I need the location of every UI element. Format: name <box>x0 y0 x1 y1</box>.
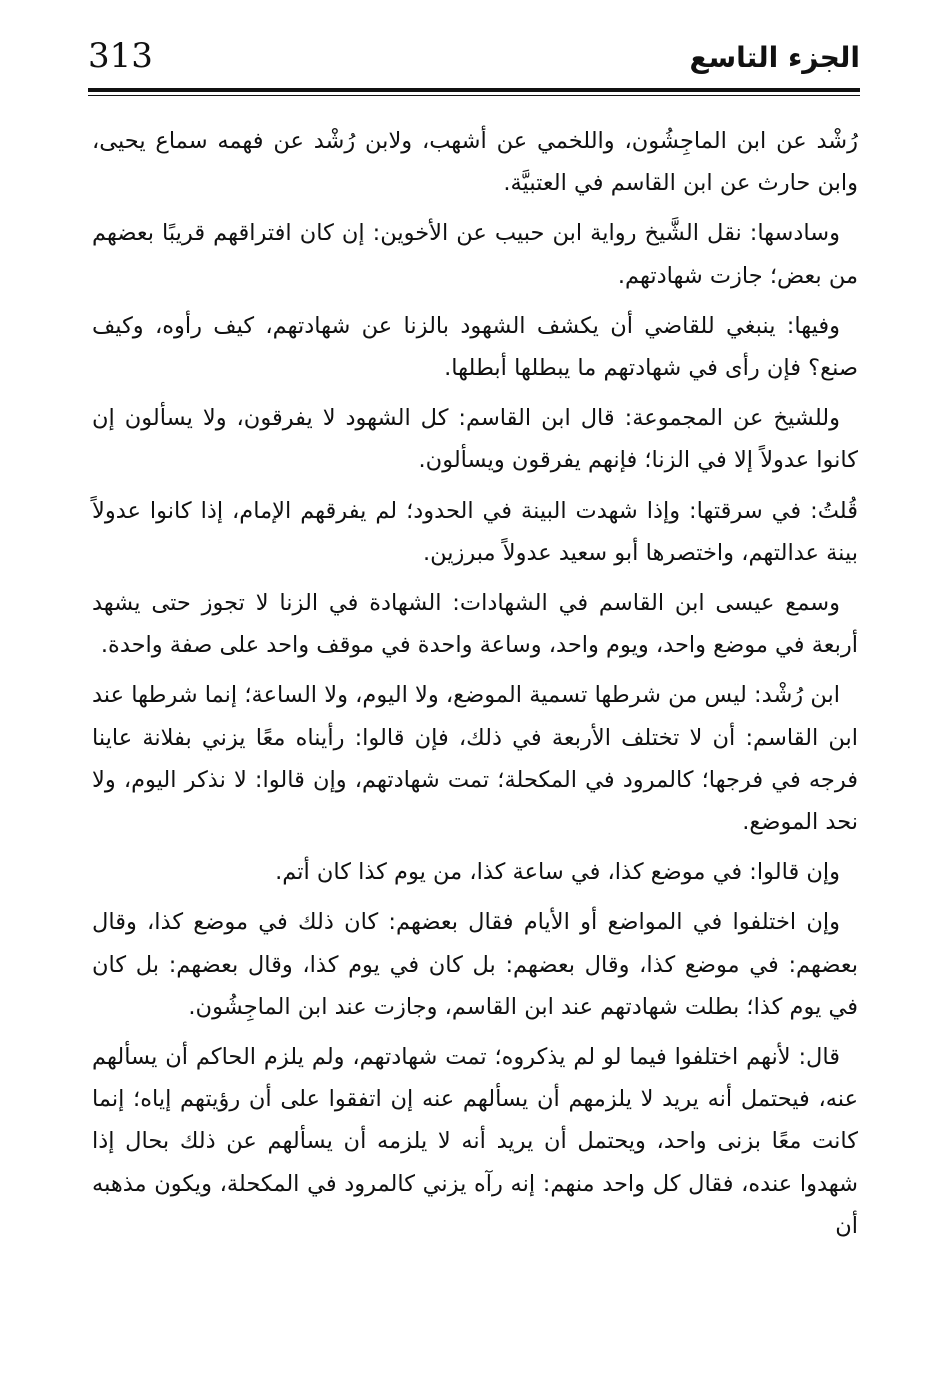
page-header <box>88 34 860 90</box>
paragraph-8: وإن قالوا: في موضع كذا، في ساعة كذا، من يوم كذا كان أتم. <box>275 859 840 886</box>
paragraph-2: وسادسها: نقل الشَّيخ رواية ابن حبيب عن الأخوين: إن كان افتراقهم قريبًا بعضهم من بعض؛ جازت شهادتهم. <box>92 220 858 289</box>
page-number: 313 <box>88 36 153 76</box>
header-rule-thin <box>88 95 860 96</box>
paragraph-4: وللشيخ عن المجموعة: قال ابن القاسم: كل الشهود لا يفرقون، ولا يسألون إن كانوا عدولاً إلا في الزنا؛ فإنهم يفرقون ويسألون. <box>92 405 858 474</box>
paragraph-1: رُشْد عن ابن الماجِشُون، واللخمي عن أشهب، ولابن رُشْد عن فهمه سماع يحيى، وابن حارث عن ابن القاسم في العتبيَّة. <box>92 128 858 197</box>
paragraph-7: ابن رُشْد: ليس من شرطها تسمية الموضع، ولا اليوم، ولا الساعة؛ إنما شرطها عند ابن القاسم: أن لا تختلف الأربعة في ذلك، فإن قالوا: رأيناه معًا يزني بفلانة عاينا فرجه في فرجها؛ كالمرود في المكحلة؛ تمت شهادتهم، وإن قالوا: لا نذكر اليوم، ولا نحد الموضع. <box>92 682 858 836</box>
body-text <box>92 120 858 1255</box>
paragraph-5: قُلتُ: في سرقتها: وإذا شهدت البينة في الحدود؛ لم يفرقهم الإمام، إذا كانوا عدولاً بينة عدالتهم، واختصرها أبو سعيد عدولاً مبرزين. <box>92 497 858 566</box>
paragraph-10: قال: لأنهم اختلفوا فيما لو لم يذكروه؛ تمت شهادتهم، ولم يلزم الحاكم أن يسألهم عنه، فيحتمل أنه يريد لا يلزمهم أن يسألهم عنه إن اتفقوا على أن رؤيتهم إياه؛ إنما كانت معًا بزنى واحد، ويحتمل أن يريد أنه لا يلزمه أن يسألهم عن ذلك بحال إذا شهدوا عنده، فقال كل واحد منهم: إنه رآه يزني كالمرود في المكحلة، ويكون مذهبه أن <box>92 1044 858 1239</box>
paragraph-6: وسمع عيسى ابن القاسم في الشهادات: الشهادة في الزنا لا تجوز حتى يشهد أربعة في موضع واحد، ويوم واحد، وساعة واحدة في موقف واحد على صفة واحدة. <box>92 590 858 659</box>
paragraph-9: وإن اختلفوا في المواضع أو الأيام فقال بعضهم: كان ذلك في موضع كذا، وقال بعضهم: في موضع كذا، وقال بعضهم: بل كان في يوم كذا، وقال بعضهم: بل كان في يوم كذا؛ بطلت شهادتهم عند ابن القاسم، وجازت عند ابن الماجِشُون. <box>92 909 858 1020</box>
paragraph-3: وفيها: ينبغي للقاضي أن يكشف الشهود بالزنا عن شهادتهم، كيف رأوه، وكيف صنع؟ فإن رأى في شهادتهم ما يبطلها أبطلها. <box>92 312 858 382</box>
header-rule-thick <box>88 88 860 92</box>
running-head: الجزء التاسع <box>689 41 860 74</box>
